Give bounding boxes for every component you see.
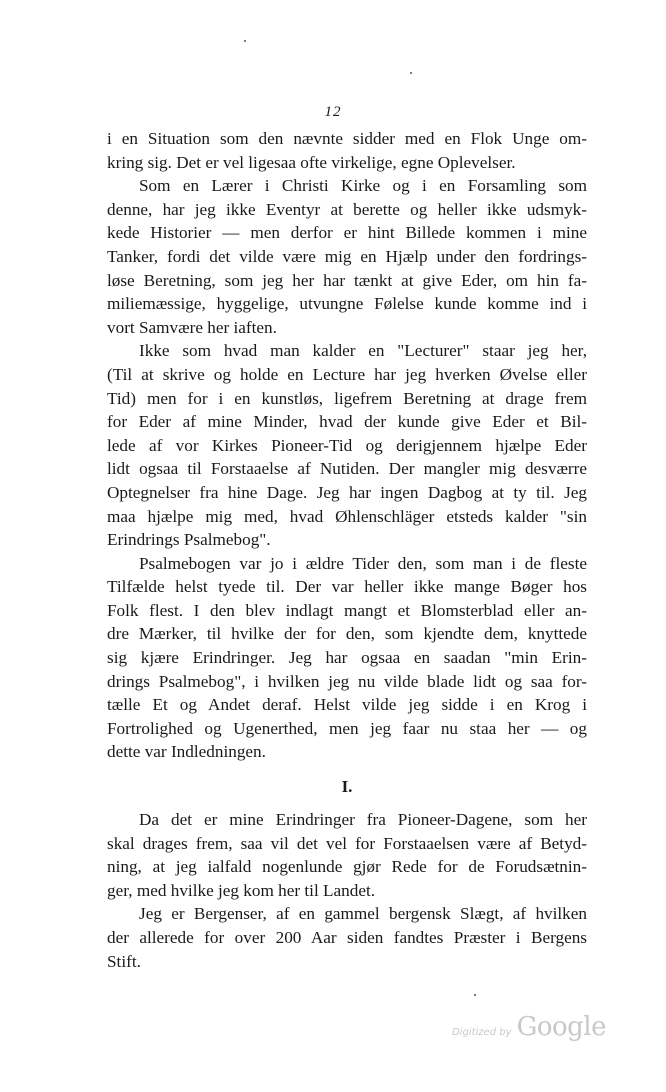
text-line: denne, har jeg ikke Eventyr at berette og heller ikke udsmyk- <box>107 199 587 219</box>
text-line: maa hjælpe mig med, hvad Øhlenschläger etsteds kalder "sin <box>107 506 587 526</box>
page-number: 12 <box>324 104 342 120</box>
text-line: drings Psalmebog", i hvilken jeg nu vilde blade lidt og saa for- <box>107 671 587 691</box>
paragraph <box>107 174 587 339</box>
text-line: Da det er mine Erindringer fra Pioneer-Dagene, som her <box>139 810 587 830</box>
paragraph <box>107 808 587 902</box>
text-line: Folk flest. I den blev indlagt mangt et Blomsterblad eller an- <box>107 600 587 620</box>
section-heading: I. <box>341 777 353 797</box>
text-line: ger, med hvilke jeg kom her til Landet. <box>107 880 376 900</box>
text-line: kring sig. Det er vel ligesaa ofte virkelige, egne Oplevelser. <box>107 152 516 172</box>
text-line: skal drages frem, saa vil det vel for Forstaaelsen være af Betyd- <box>107 833 587 853</box>
text-line: Jeg er Bergenser, af en gammel bergensk Slægt, af hvilken <box>139 904 587 924</box>
paragraph <box>107 552 587 764</box>
text-line: lidt ogsaa til Forstaaelse af Nutiden. Der mangler mig desværre <box>107 459 587 479</box>
text-line: vort Samvære her iaften. <box>107 317 277 337</box>
text-line: Tilfælde helst tyede til. Der var heller ikke mange Bøger hos <box>107 577 587 597</box>
text-line: Tanker, fordi det vilde være mig en Hjælp under den fordrings- <box>107 246 587 266</box>
paragraph <box>107 902 587 973</box>
paper-speck <box>244 40 246 42</box>
text-line: Fortrolighed og Ugenerthed, men jeg faar nu staa her — og <box>107 718 587 738</box>
text-line: løse Beretning, som jeg her har tænkt at give Eder, om hin fa- <box>107 270 587 290</box>
text-line: dre Mærker, til hvilke der for den, som kjendte dem, knyttede <box>107 624 587 644</box>
paper-speck <box>410 72 412 74</box>
google-logo: Google <box>516 1012 606 1042</box>
text-line: lede af vor Kirkes Pioneer-Tid og derigjennem hjælpe Eder <box>107 435 587 455</box>
text-line: Erindrings Psalmebog". <box>107 530 271 550</box>
text-line: miliemæssige, hyggelige, utvungne Følelse kunde komme ind i <box>107 294 587 314</box>
paper-speck <box>474 994 476 996</box>
text-line: (Til at skrive og holde en Lecture har jeg hverken Øvelse eller <box>107 364 587 384</box>
watermark-prefix: Digitized by <box>451 1027 512 1038</box>
text-line: kede Historier — men derfor er hint Billede kommen i mine <box>107 223 587 243</box>
text-line: Ikke som hvad man kalder en "Lecturer" staar jeg her, <box>139 341 587 361</box>
body-text <box>107 127 587 973</box>
text-line: Stift. <box>107 951 141 971</box>
digitized-by-watermark <box>452 1012 606 1042</box>
text-line: Optegnelser fra hine Dage. Jeg har ingen Dagbog at ty til. Jeg <box>107 482 587 502</box>
text-line: sig kjære Erindringer. Jeg har ogsaa en saadan "min Erin- <box>107 648 587 668</box>
paragraph <box>107 339 587 551</box>
text-line: der allerede for over 200 Aar siden fandtes Præster i Bergens <box>107 928 587 947</box>
text-line: dette var Indledningen. <box>107 742 266 762</box>
text-line: i en Situation som den nævnte sidder med en Flok Unge om- <box>107 129 587 148</box>
text-line: Tid) men for i en kunstløs, ligefrem Beretning at drage frem <box>107 388 587 408</box>
text-line: Psalmebogen var jo i ældre Tider den, som man i de fleste <box>139 553 587 573</box>
text-line: ning, at jeg ialfald nogenlunde gjør Rede for de Forudsætnin- <box>107 857 587 877</box>
paragraph <box>107 127 587 174</box>
text-line: Som en Lærer i Christi Kirke og i en Forsamling som <box>139 176 587 196</box>
text-line: tælle Et og Andet deraf. Helst vilde jeg sidde i en Krog i <box>107 695 587 715</box>
text-line: for Eder af mine Minder, hvad der kunde give Eder et Bil- <box>107 412 587 432</box>
